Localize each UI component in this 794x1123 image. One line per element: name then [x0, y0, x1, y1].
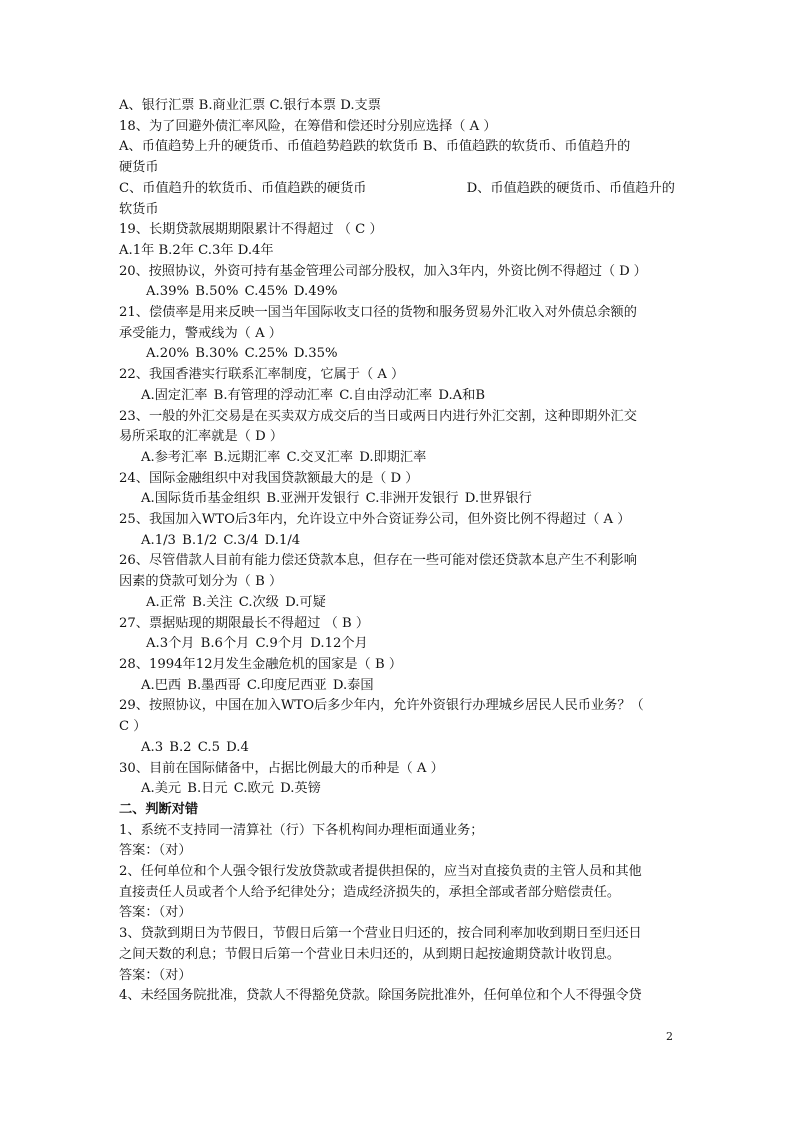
option-line-q18-a-cont: 硬货币 [119, 160, 159, 176]
option-line-q19: A.1年 B.2年 C.3年 D.4年 [119, 242, 274, 258]
option-line-q24: A.国际货币基金组织 B.亚洲开发银行 C.非洲开发银行 D.世界银行 [141, 491, 532, 507]
option-line-q22: A.固定汇率 B.有管理的浮动汇率 C.自由浮动汇率 D.A和B [141, 387, 486, 403]
question-23: 23、一般的外汇交易是在买卖双方成交后的当日或两日内进行外汇交割，这种即期外汇交 [119, 408, 637, 424]
option-line-q20: A.39% B.50% C.45% D.49% [146, 284, 338, 300]
question-25: 25、我国加入WTO后3年内，允许设立中外合资证券公司，但外资比例不得超过（ A ） [119, 512, 631, 528]
option-line-q25: A.1/3 B.1/2 C.3/4 D.1/4 [141, 532, 301, 548]
question-23-cont: 易所采取的汇率就是（ D ） [119, 429, 284, 445]
tf-question-3: 3、贷款到期日为节假日，节假日后第一个营业日归还的，按合同利率加收到期日至归还日 [119, 926, 642, 942]
tf-question-2: 2、任何单位和个人强令银行发放贷款或者提供担保的，应当对直接负责的主管人员和其他 [119, 864, 642, 880]
question-30: 30、目前在国际储备中，占据比例最大的币种是（ A ） [119, 760, 444, 776]
option-line-q28: A.巴西 B.墨西哥 C.印度尼西亚 D.泰国 [141, 677, 374, 693]
document-body [119, 96, 675, 1007]
question-26: 26、尽管借款人目前有能力偿还贷款本息，但存在一些可能对偿还贷款本息产生不利影响 [119, 553, 637, 569]
tf-answer-1: 答案：（对） [119, 843, 192, 859]
option-line-q21: A.20% B.30% C.25% D.35% [146, 346, 338, 362]
question-22: 22、我国香港实行联系汇率制度，它属于（ A ） [119, 367, 405, 383]
tf-answer-2: 答案：（对） [119, 905, 192, 921]
question-21-cont: 承受能力，警戒线为（ A ） [119, 325, 282, 341]
tf-question-2-cont: 直接责任人员或者个人给予纪律处分；造成经济损失的，承担全部或者部分赔偿责任。 [119, 884, 621, 900]
tf-question-3-cont: 之间天数的利息；节假日后第一个营业日未归还的，从到期日起按逾期贷款计收罚息。 [119, 946, 621, 962]
question-27: 27、票据贴现的期限最长不得超过 （ B ） [119, 615, 370, 631]
question-21: 21、偿债率是用来反映一国当年国际收支口径的货物和服务贸易外汇收入对外债总余额的 [119, 305, 637, 321]
question-29-cont: C ） [119, 719, 147, 735]
option-line-q26: A.正常 B.关注 C.次级 D.可疑 [146, 594, 326, 610]
option-line-q29: A.3 B.2 C.5 D.4 [141, 739, 249, 755]
option-line-q18-cd [119, 179, 675, 200]
tf-question-1: 1、系统不支持同一清算社（行）下各机构间办理柜面通业务； [119, 822, 484, 838]
option-q18-d: D、币值趋跌的硬货币、币值趋升的 [466, 180, 675, 196]
option-line-q18-a: A、币值趋势上升的硬货币、币值趋势趋跌的软货币 B、币值趋跌的软货币、币值趋升的 [119, 139, 631, 155]
option-q18-c: C、币值趋升的软货币、币值趋跌的硬货币 [119, 180, 367, 196]
option-line-q30: A.美元 B.日元 C.欧元 D.英镑 [141, 781, 321, 797]
question-19: 19、长期贷款展期期限累计不得超过 （ C ） [119, 222, 383, 238]
option-line-q23: A.参考汇率 B.远期汇率 C.交叉汇率 D.即期汇率 [141, 449, 427, 465]
question-24: 24、国际金融组织中对我国贷款额最大的是（ D ） [119, 470, 419, 486]
option-line-q27: A.3个月 B.6个月 C.9个月 D.12个月 [146, 636, 368, 652]
option-line-q18-d-cont: 软货币 [119, 201, 159, 217]
question-18: 18、为了回避外债汇率风险，在筹借和偿还时分别应选择（ A ） [119, 118, 497, 134]
option-line-q17: A、银行汇票 B.商业汇票 C.银行本票 D.支票 [119, 98, 381, 113]
question-26-cont: 因素的贷款可划分为（ B ） [119, 574, 283, 590]
section-heading-true-false: 二、判断对错 [119, 801, 199, 817]
question-28: 28、1994年12月发生金融危机的国家是（ B ） [119, 656, 403, 672]
page-number: 2 [666, 1030, 673, 1043]
tf-answer-3: 答案：（对） [119, 967, 192, 983]
question-29: 29、按照协议，中国在加入WTO后多少年内，允许外资银行办理城乡居民人民币业务？（ [119, 698, 644, 714]
question-20: 20、按照协议，外资可持有基金管理公司部分股权，加入3年内，外资比例不得超过（ D ） [119, 263, 647, 279]
tf-question-4: 4、未经国务院批准，贷款人不得豁免贷款。除国务院批准外，任何单位和个人不得强令贷 [119, 988, 642, 1004]
